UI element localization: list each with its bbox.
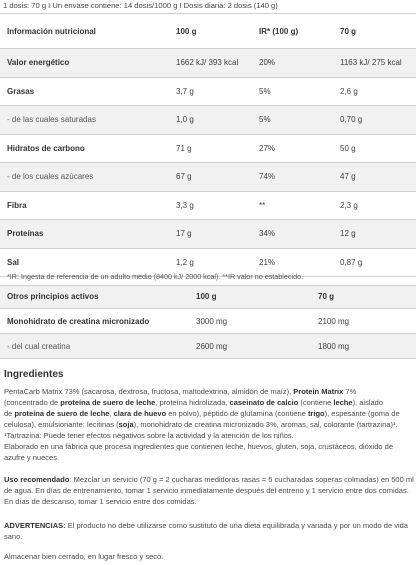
nutrition-row xyxy=(0,220,416,248)
value-per-70g: 0,87 g xyxy=(340,257,363,267)
header-per-70g: 70 g xyxy=(318,292,335,301)
value-per-70g: 12 g xyxy=(340,229,356,238)
usage-line: En días de descanso, tomar 1 servicio entre dos comidas. xyxy=(4,497,197,506)
reference-intake-value: 20% xyxy=(259,58,276,67)
ingredients-line: PentaCarb Matrix 73% (sacarosa, dextrosa, fructosa, maltodextrina, almidón de maíz), Protein Matrix 7% xyxy=(4,387,357,396)
nutrition-row xyxy=(0,163,416,191)
nutrition-row xyxy=(0,192,416,220)
value-per-100g: 3,7 g xyxy=(176,86,194,96)
value-per-100g: 3,3 g xyxy=(176,200,194,210)
warnings-label: ADVERTENCIAS: xyxy=(4,521,66,530)
usage-text: Uso recomendado: Mezclar un servicio (70 g = 2 cucharas medidoras rasas = 5 cucharadas soperas colmadas) en 500 ml de agua. En días de entrenamiento, tomar 1 servicio inmediatamente después del entreno y 1 servicio entre dos comidas. En días de descanso, tomar 1 servicio entre dos comidas. xyxy=(4,475,414,506)
active-ingredient-name: - del cual creatina xyxy=(7,342,71,351)
nutrition-row xyxy=(0,135,416,163)
reference-intake-value: 21% xyxy=(259,257,276,267)
ingredients-line: (concentrado de proteína de suero de leche, proteína hidrolizada, caseinato de calcio (contiene leche), aislado xyxy=(4,398,383,407)
active-ingredient-name: Monohidrato de creatina micronizado xyxy=(7,317,150,326)
dosage-info-line: 1 dosis: 70 g I Un envase contiene: 14 dosis/1000 g I Dosis diaria: 2 dosis (140 g) xyxy=(3,1,278,10)
usage-line: de agua. En días de entrenamiento, tomar 1 servicio inmediatamente después del entreno y 1 servicio entre dos comidas. xyxy=(4,486,409,495)
active-ingredient-row xyxy=(0,309,416,333)
ingredients-text xyxy=(4,386,414,463)
header-nutrition-info: Información nutricional xyxy=(7,27,96,36)
value-per-100g: 17 g xyxy=(176,229,192,238)
ingredients-line: celulosa), emulsionante: lecitinas (soja), monohidrato de creatina micronizado 3%, aromas, sal, colorante (tartrazina)¹. xyxy=(4,420,398,429)
reference-intake-footnote: *IR: Ingesta de referencia de un adulto medio (8400 kJ/ 2000 kcal). **IR valor no establecido. xyxy=(7,272,304,281)
nutrient-name: Grasas xyxy=(7,86,35,96)
nutrient-name: - de las cuales saturadas xyxy=(7,115,96,124)
tartrazine-note: ¹Tartrazina: Puede tener efectos negativos sobre la actividad y la atención de los niños. xyxy=(4,431,294,440)
nutrient-name: Hidratos de carbono xyxy=(7,143,85,153)
value-per-100g: 1662 kJ/ 393 kcal xyxy=(176,58,239,67)
nutrition-row xyxy=(0,106,416,134)
value-per-100g: 1,2 g xyxy=(176,257,194,267)
warnings-line: sano. xyxy=(4,532,23,541)
reference-intake-value: 27% xyxy=(259,143,276,153)
value-per-100g: 3000 mg xyxy=(196,317,228,326)
header-per-100g: 100 g xyxy=(176,27,197,36)
reference-intake-value: 34% xyxy=(259,229,276,238)
header-per-100g: 100 g xyxy=(196,292,217,301)
nutrient-name: Fibra xyxy=(7,200,27,210)
ingredients-title: Ingredientes xyxy=(4,369,64,380)
value-per-70g: 2100 mg xyxy=(318,317,350,326)
reference-intake-value: ** xyxy=(259,200,266,210)
value-per-70g: 1800 mg xyxy=(318,342,350,351)
active-header-row xyxy=(0,286,416,308)
value-per-70g: 2,6 g xyxy=(340,86,358,96)
reference-intake-value: 5% xyxy=(259,86,271,96)
active-ingredient-row xyxy=(0,334,416,358)
nutrient-name: Sal xyxy=(7,257,20,267)
allergen-note-end: azufre y nueces. xyxy=(4,453,60,462)
reference-intake-value: 74% xyxy=(259,172,276,181)
reference-intake-value: 5% xyxy=(259,115,271,124)
nutrient-name: Valor energético xyxy=(7,58,70,67)
warnings-text: ADVERTENCIAS: El producto no debe utilizarse como sustituto de una dieta equilibrada y variada y por un modo de vida sano. xyxy=(4,520,414,542)
value-per-100g: 1,0 g xyxy=(176,115,194,124)
allergen-note: Elaborado en una fábrica que procesa ingredientes que contienen leche, huevos, gluten, soja, crustáceos, dióxido de xyxy=(4,442,394,451)
value-per-100g: 2600 mg xyxy=(196,342,228,351)
value-per-70g: 50 g xyxy=(340,143,356,153)
nutrient-name: Proteínas xyxy=(7,229,44,238)
header-per-70g: 70 g xyxy=(340,27,357,36)
value-per-100g: 67 g xyxy=(176,172,192,181)
header-reference-intake: IR* (100 g) xyxy=(259,27,299,36)
nutrient-name: - de los cuales azúcares xyxy=(7,172,94,181)
value-per-70g: 0,70 g xyxy=(340,115,363,124)
usage-label: Uso recomendado xyxy=(4,475,70,484)
nutrition-row xyxy=(0,78,416,106)
value-per-100g: 71 g xyxy=(176,143,192,153)
value-per-70g: 1163 kJ/ 275 kcal xyxy=(340,58,402,67)
value-per-70g: 2,3 g xyxy=(340,200,358,210)
nutrition-header-row xyxy=(0,14,416,48)
nutrition-row xyxy=(0,49,416,77)
storage-text: Almacenar bien cerrado, en lugar fresco y seco. xyxy=(4,552,164,561)
value-per-70g: 47 g xyxy=(340,172,356,181)
divider xyxy=(0,358,416,359)
ingredients-line: de proteína de suero de leche, clara de huevo en polvo), péptido de glutamina (contiene trigo), espesante (goma de xyxy=(4,409,400,418)
header-active-ingredients: Otros principios activos xyxy=(7,292,99,301)
